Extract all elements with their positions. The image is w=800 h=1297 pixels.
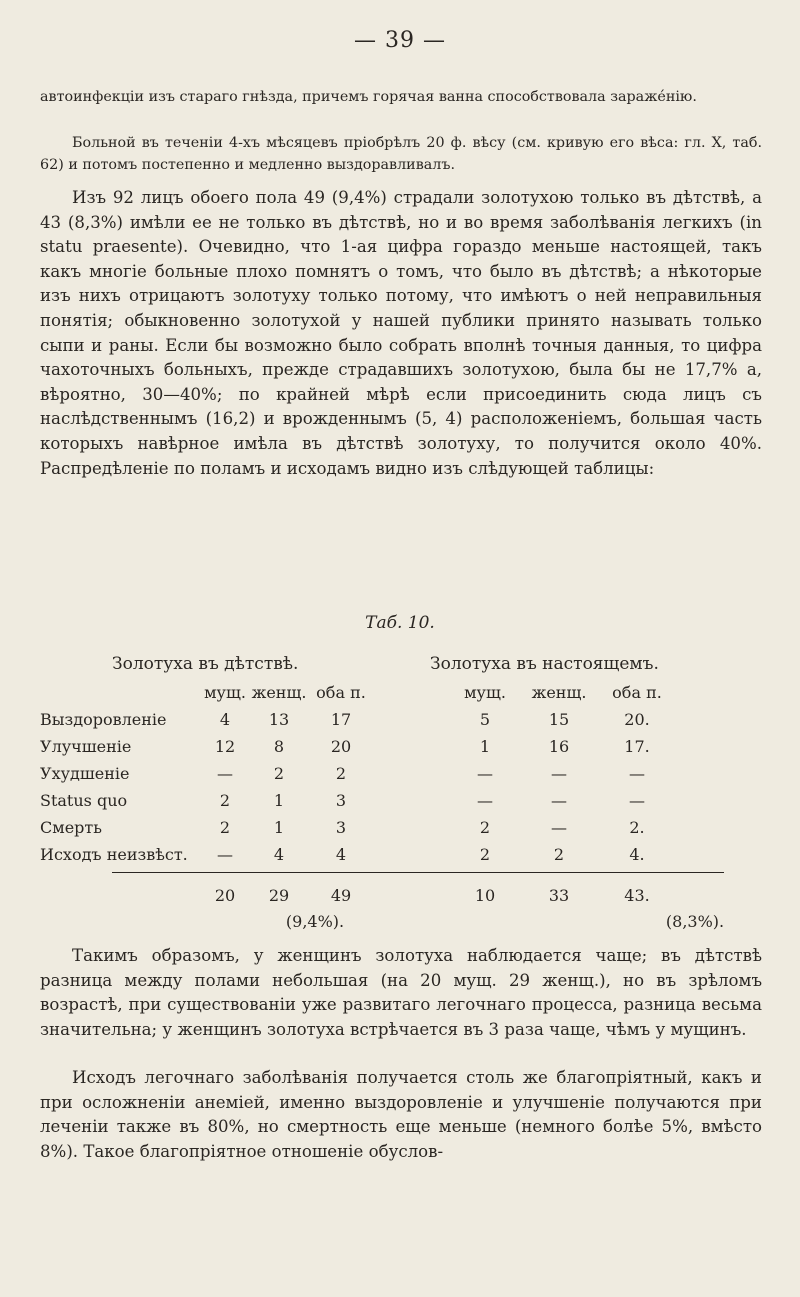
table-cell: 15: [548, 710, 570, 729]
group-header-childhood: Золотуха въ дѣтствѣ.: [112, 654, 299, 674]
paragraph-after-table-2: Исходъ легочнаго заболѣванія получается столь же благопріятный, какъ и при осложненіи анеміей, именно выздоровленіе и улучшеніе получаются при леченіи также въ 80%, но смертность еще меньше (немного болѣе 5%, вмѣсто 8%). Такое благопріятное отношеніе обуслов-: [40, 1068, 762, 1161]
table-cell: 12: [214, 737, 236, 756]
table-cell: 3: [335, 791, 347, 810]
table-cell: 4: [219, 710, 231, 729]
table-cell: —: [551, 818, 567, 837]
table-cell: 20.: [624, 710, 650, 729]
table-cell: 2.: [629, 818, 645, 837]
table-cell: —: [477, 764, 493, 783]
total-cell: 29: [268, 886, 290, 905]
column-header: оба п.: [612, 683, 662, 702]
column-header: женщ.: [531, 683, 587, 702]
table-cell: 17.: [624, 737, 650, 756]
column-header: женщ.: [251, 683, 307, 702]
patient-paragraph: Больной въ теченіи 4-хъ мѣсяцевъ пріобрѣлъ 20 ф. вѣсу (см. кривую его вѣса: гл. X, таб. 62) и потомъ постепенно и медленно выздоравливалъ.: [40, 135, 762, 173]
row-label: Status quo: [40, 791, 128, 810]
row-label: Ухудшеніе: [40, 764, 130, 783]
table-cell: 2: [335, 764, 347, 783]
table-cell: 13: [268, 710, 290, 729]
table-cell: 4: [335, 845, 347, 864]
main-paragraph: Изъ 92 лицъ обоего пола 49 (9,4%) страдали золотухою только въ дѣтствѣ, а 43 (8,3%) имѣли ее не только въ дѣтствѣ, но и во время заболѣванія легкихъ (in statu praesente). Очевидно, что 1-ая цифра гораздо меньше настоящей, такъ какъ многіе больные плохо помнятъ о томъ, что было въ дѣтствѣ; а нѣкоторые изъ нихъ отрицаютъ золотуху только потому, что имѣютъ о ней неправильныя понятія; обыкновенно золотухой у нашей публики принято называть только сыпи и раны. Если бы возможно было собрать вполнѣ точныя данныя, то цифра чахоточныхъ больныхъ, прежде страдавшихъ золотухою, была бы не 17,7% а, вѣроятно, 30—40%; по крайней мѣрѣ если присоединить сюда лицъ съ наслѣдственнымъ (16,2) и врожденнымъ (5, 4) расположеніемъ, большая часть которыхъ навѣрное имѣла въ дѣтствѣ золотуху, то получится около 40%. Распредѣленіе по поламъ и исходамъ видно изъ слѣдующей таблицы:: [40, 188, 762, 478]
table-cell: 1: [479, 737, 491, 756]
column-header: оба п.: [316, 683, 366, 702]
page-number: — 39 —: [354, 28, 446, 53]
table-cell: 20: [330, 737, 352, 756]
row-label: Исходъ неизвѣст.: [40, 845, 188, 864]
table-cell: 2: [273, 764, 285, 783]
table-cell: 8: [273, 737, 285, 756]
table-cell: 1: [273, 791, 285, 810]
top-paragraph: автоинфекціи изъ стараго гнѣзда, причемъ горячая ванна способствовала заражéнію.: [40, 89, 697, 105]
percent-present: (8,3%).: [665, 912, 725, 931]
total-cell: 33: [548, 886, 570, 905]
group-header-present: Золотуха въ настоящемъ.: [430, 654, 659, 674]
table-cell: 5: [479, 710, 491, 729]
paragraph-after-table-1: Такимъ образомъ, у женщинъ золотуха наблюдается чаще; въ дѣтствѣ разница между полами небольшая (на 20 мущ. 29 женщ.), но въ зрѣломъ возрастѣ, при существованіи уже развитаго легочнаго процесса, разница весьма значительна; у женщинъ золотуха встрѣчается въ 3 раза чаще, чѣмъ у мущинъ.: [40, 946, 762, 1039]
table-cell: 4: [273, 845, 285, 864]
table-cell: 4.: [629, 845, 645, 864]
total-cell: 20: [214, 886, 236, 905]
table-cell: 17: [330, 710, 352, 729]
percent-childhood: (9,4%).: [285, 912, 345, 931]
table-rule: [112, 872, 724, 873]
table-cell: 2: [553, 845, 565, 864]
table-cell: —: [551, 764, 567, 783]
column-header: мущ.: [204, 683, 246, 702]
total-cell: 49: [330, 886, 352, 905]
table-cell: —: [629, 791, 645, 810]
row-label: Выздоровленіе: [40, 710, 167, 729]
table-cell: 1: [273, 818, 285, 837]
table-cell: 2: [219, 818, 231, 837]
table-cell: 3: [335, 818, 347, 837]
table-cell: 16: [548, 737, 570, 756]
table-cell: 2: [219, 791, 231, 810]
table-cell: —: [477, 791, 493, 810]
total-cell: 43.: [624, 886, 650, 905]
table-cell: 2: [479, 818, 491, 837]
table-cell: —: [551, 791, 567, 810]
table-cell: —: [217, 764, 233, 783]
row-label: Улучшеніе: [40, 737, 132, 756]
table-cell: —: [217, 845, 233, 864]
column-header: мущ.: [464, 683, 506, 702]
row-label: Смерть: [40, 818, 102, 837]
total-cell: 10: [474, 886, 496, 905]
table-cell: 2: [479, 845, 491, 864]
table-caption: Таб. 10.: [365, 613, 435, 633]
table-cell: —: [629, 764, 645, 783]
